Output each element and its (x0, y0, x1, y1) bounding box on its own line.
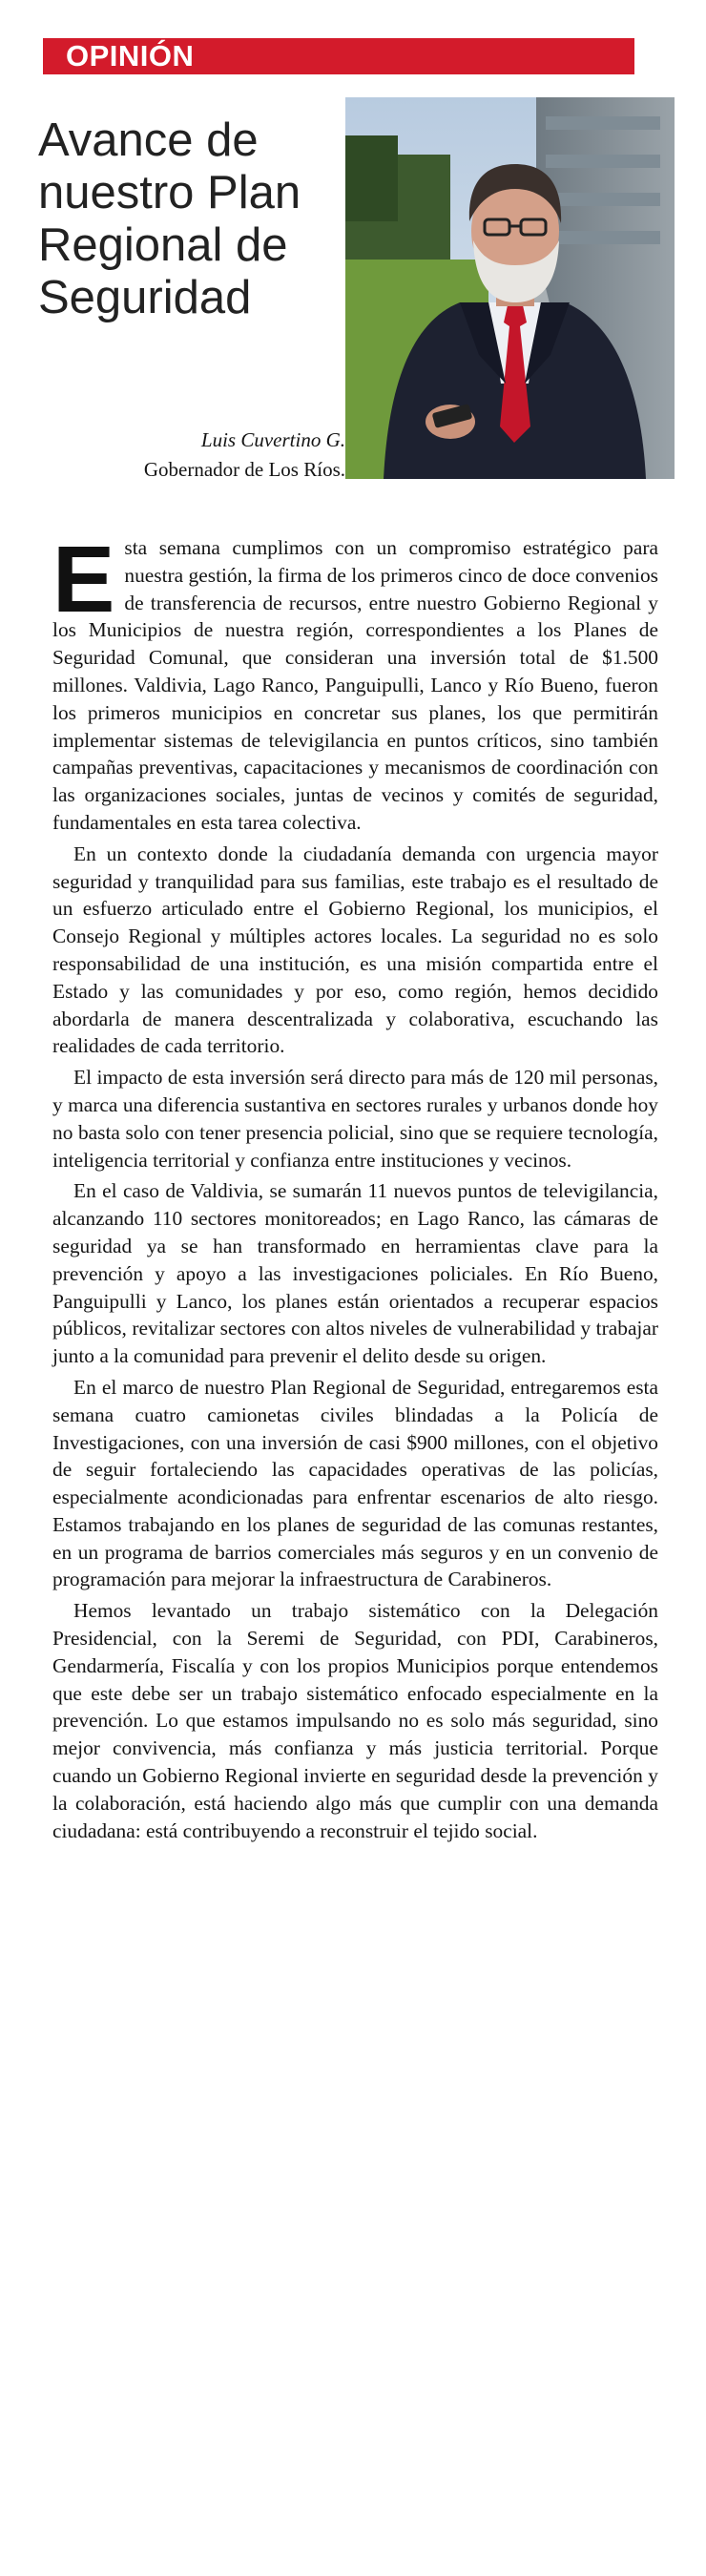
article-paragraph: En un contexto donde la ciudadanía demanda con urgencia mayor seguridad y tranquilidad para sus familias, este trabajo es el resultado de un esfuerzo articulado entre el Gobierno Regional, los municipios, el Consejo Regional y múltiples actores locales. La seguridad no es solo responsabilidad de una institución, es una misión compartida entre el Estado y las comunidades y por eso, como región, hemos decidido abordarla de manera descentralizada y colaborativa, escuchando las realidades de cada territorio. (52, 841, 658, 1058)
byline (76, 426, 345, 485)
paragraph-text: sta semana cumplimos con un compromiso estratégico para nuestra gestión, la firma de los primeros cinco de doce convenios de transferencia de recursos, entre nuestro Gobierno Regional y los Municipios de nuestra región, correspondientes a los Planes de Seguridad Comunal, que consideran una inversión total de $1.500 millones. Valdivia, Lago Ranco, Panguipulli, Lanco y Río Bueno, fueron los primeros municipios en concretar sus planes, los que permitirán implementar sistemas de televigilancia en puntos críticos, sino también campañas preventivas, capacitaciones y mecanismos de coordinación con las organizaciones sociales, juntas de vecinos y comités de seguridad, fundamentales en esta tarea colectiva. (52, 536, 658, 834)
author-role: Gobernador de Los Ríos. (143, 458, 345, 481)
headline-line-2: nuestro Plan (38, 167, 301, 218)
headline-line-4: Seguridad (38, 272, 252, 323)
article-paragraph: En el marco de nuestro Plan Regional de Seguridad, entregaremos esta semana cuatro camionetas civiles blindadas a la Policía de Investigaciones, con una inversión de casi $900 millones, con el objetivo de seguir fortaleciendo las capacidades operativas de las policías, especialmente acondicionadas para enfrentar escenarios de alto riesgo. Estamos trabajando en los planes de seguridad de las comunas restantes, en un programa de barrios comerciales más seguros y en un convenio de programación para mejorar la infraestructura de Carabineros. (52, 1375, 658, 1591)
section-label: OPINIÓN (66, 39, 195, 73)
section-tag (43, 38, 634, 74)
article-paragraph: El impacto de esta inversión será directo para más de 120 mil personas, y marca una diferencia sustantiva en sectores rurales y urbanos donde hoy no basta solo con tener presencia policial, sino que se requiere tecnología, inteligencia territorial y confianza entre instituciones y vecinos. (52, 1066, 658, 1172)
headline (38, 114, 382, 324)
article-paragraph: En el caso de Valdivia, se sumarán 11 nuevos puntos de televigilancia, alcanzando 110 sectores monitoreados; en Lago Ranco, las cámaras de seguridad ya se han transformado en herramientas clave para la prevención y apoyo a las investigaciones policiales. En Río Bueno, Panguipulli y Lanco, los planes están orientados a recuperar espacios públicos, revitalizar sectores con altos niveles de vulnerabilidad y trabajar junto a la comunidad para prevenir el delito desde su origen. (52, 1179, 658, 1368)
author-photo-illustration (345, 97, 675, 479)
article-body (52, 527, 658, 1848)
author-name: Luis Cuvertino G. (200, 428, 345, 451)
article-paragraph: Hemos levantado un trabajo sistemático con la Delegación Presidencial, con la Seremi de Seguridad, con PDI, Carabineros, Gendarmería, Fiscalía y con los propios Municipios porque entendemos que este debe ser un trabajo sistemático enfocado especialmente en la prevención. Lo que estamos impulsando no es solo más seguridad, sino mejor convivencia, más confianza y más justicia territorial. Porque cuando un Gobierno Regional invierte en seguridad desde la prevención y la colaboración, está haciendo algo más que cumplir con una demanda ciudadana: está contribuyendo a reconstruir el tejido social. (52, 1599, 658, 1842)
article-paragraph (52, 527, 658, 837)
drop-cap: E (52, 527, 115, 632)
author-photo (345, 97, 675, 479)
headline-line-1: Avance de (38, 114, 259, 166)
headline-line-3: Regional de (38, 219, 288, 271)
